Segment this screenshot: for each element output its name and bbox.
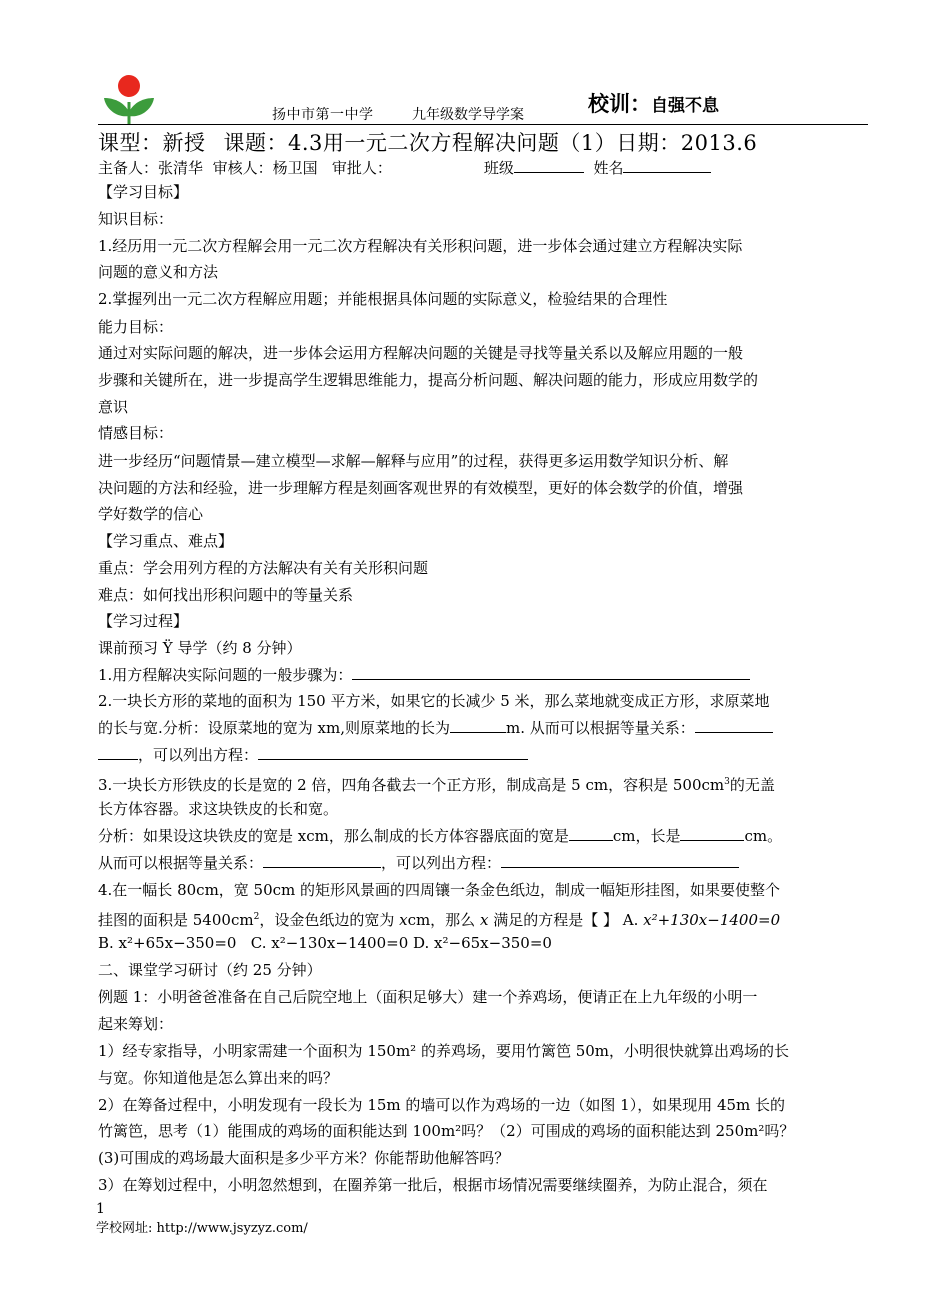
name-blank[interactable] [623,157,711,173]
answer-blank[interactable] [258,744,528,760]
text-line: 学好数学的信心 [98,505,204,523]
text-line: 进一步经历“问题情景—建立模型—求解—解释与应用”的过程，获得更多运用数学知识分析、解 [98,452,729,470]
class-blank[interactable] [514,157,584,173]
question-1: 1.用方程解决实际问题的一般步骤为： [98,664,750,686]
text-line: 2.掌握列出一元二次方程解应用题；并能根据具体问题的实际意义，检验结果的合理性 [98,290,668,308]
section-heading: 【学习重点、难点】 [98,532,234,550]
text-line: 意识 [98,398,129,416]
question-2-line: 的长与宽.分析：设原菜地的宽为 xm,则原菜地的长为 m. 从而可以根据等量关系： [98,717,773,739]
text-line: 例题 1：小明爸爸准备在自己后院空地上（面积足够大）建一个养鸡场，便请正在上九年级的小明一 [98,988,758,1006]
footer-url[interactable]: 学校网址: http://www.jsyzyz.com/ [96,1221,308,1236]
question-3-line: 从而可以根据等量关系： ，可以列出方程： [98,852,739,874]
text-line: 3）在筹划过程中，小明忽然想到，在圈养第一批后，根据市场情况需要继续圈养，为防止混合，须在 [98,1176,768,1194]
header-divider [98,124,868,125]
subsection-heading: 课前预习 Ÿ 导学（约 8 分钟） [98,639,302,657]
option-a[interactable]: x²+130x−1400=0 [643,911,781,929]
staff-line: 主备人：张清华 审核人：杨卫国 审批人： 班级 姓名 [98,157,711,179]
lesson-date: 日期：2013.6 [616,131,758,155]
option-c[interactable]: C. x²−130x−1400=0 [250,934,409,952]
motto-label: 校训： [588,92,651,116]
answer-blank[interactable] [501,852,739,868]
lesson-title [98,127,775,157]
section-heading: 二、课堂学习研讨（约 25 分钟） [98,961,322,979]
text-line: 难点：如何找出形积问题中的等量关系 [98,586,354,604]
answer-blank[interactable] [450,717,506,733]
answer-blank[interactable] [569,825,613,841]
text-line: 与宽。你知道他是怎么算出来的吗？ [98,1069,339,1087]
section-heading: 【学习过程】 [98,612,189,630]
text-line: 通过对实际问题的解决，进一步体会运用方程解决问题的关键是寻找等量关系以及解应用题的一般 [98,344,744,362]
answer-blank[interactable] [352,664,750,680]
answer-blank[interactable] [98,744,138,760]
question-4-line: 挂图的面积是 $5400cm^2$，设金色纸边的宽为 xcm，那么 x 满足的方程是【 】 A. x²+130x−1400=0 [98,911,781,929]
text-line: 1）经专家指导，小明家需建一个面积为 150m² 的养鸡场，要用竹篱笆 50m，小明很快就算出鸡场的长 [98,1042,790,1060]
header-doc-type: 九年级数学导学案 [412,107,524,123]
section-heading: 【学习目标】 [98,183,189,201]
subsection-heading: 知识目标： [98,210,174,228]
option-b[interactable]: B. x²+65x−350=0 [98,934,237,952]
text-line: 1.经历用一元二次方程解会用一元二次方程解决有关形积问题，进一步体会通过建立方程解决实际 [98,237,743,255]
header-school: 扬中市第一中学 [272,107,374,123]
answer-blank[interactable] [695,717,773,733]
text-line: 重点：学会用列方程的方法解决有关有关形积问题 [98,559,429,577]
text-line: 4.在一幅长 80cm，宽 50cm 的矩形风景画的四周镶一条金色纸边，制成一幅矩形挂图，如果要使整个 [98,881,781,899]
question-2-line: ，可以列出方程： [98,744,528,766]
answer-blank[interactable] [263,852,381,868]
text-line: 步骤和关键所在，进一步提高学生逻辑思维能力，提高分析问题、解决问题的能力，形成应用数学的 [98,371,759,389]
text-line: 起来筹划： [98,1015,174,1033]
text-line: 长方体容器。求这块铁皮的长和宽。 [98,800,339,818]
subsection-heading: 情感目标： [98,424,174,442]
text-line: 2.一块长方形的菜地的面积为 150 平方米，如果它的长减少 5 米，那么菜地就变成正方形，求原菜地 [98,692,770,710]
lesson-type: 课型：新授 [98,131,206,155]
text-line: 2）在筹备过程中，小明发现有一段长为 15m 的墙可以作为鸡场的一边（如图 1），如果现用 45m 长的 [98,1096,786,1114]
question-3-line: 3.一块长方形铁皮的长是宽的 2 倍，四角各截去一个正方形，制成高是 5 cm，容积是 $500cm^3$的无盖 [98,776,775,794]
school-logo-icon [100,72,158,126]
subsection-heading: 能力目标： [98,318,174,336]
header-motto [588,88,719,118]
motto-value: 自强不息 [651,96,719,116]
answer-blank[interactable] [680,825,744,841]
question-4-options [98,932,552,954]
lesson-topic: 课题：4.3用一元二次方程解决问题（1） [223,131,617,155]
question-3-line: 分析：如果设这块铁皮的宽是 xcm，那么制成的长方体容器底面的宽是 cm，长是 cm。 [98,827,783,845]
text-line: 竹篱笆，思考（1）能围成的鸡场的面积能达到 100m²吗？（2）可围成的鸡场的面积能达到 250m²吗？ [98,1122,795,1140]
text-line: 决问题的方法和经验，进一步理解方程是刻画客观世界的有效模型，更好的体会数学的价值，增强 [98,479,744,497]
text-line: (3)可围成的鸡场最大面积是多少平方米？你能帮助他解答吗？ [98,1149,510,1167]
page-number: 1 [96,1201,105,1217]
option-d[interactable]: D. x²−65x−350=0 [413,934,552,952]
text-line: 问题的意义和方法 [98,263,219,281]
